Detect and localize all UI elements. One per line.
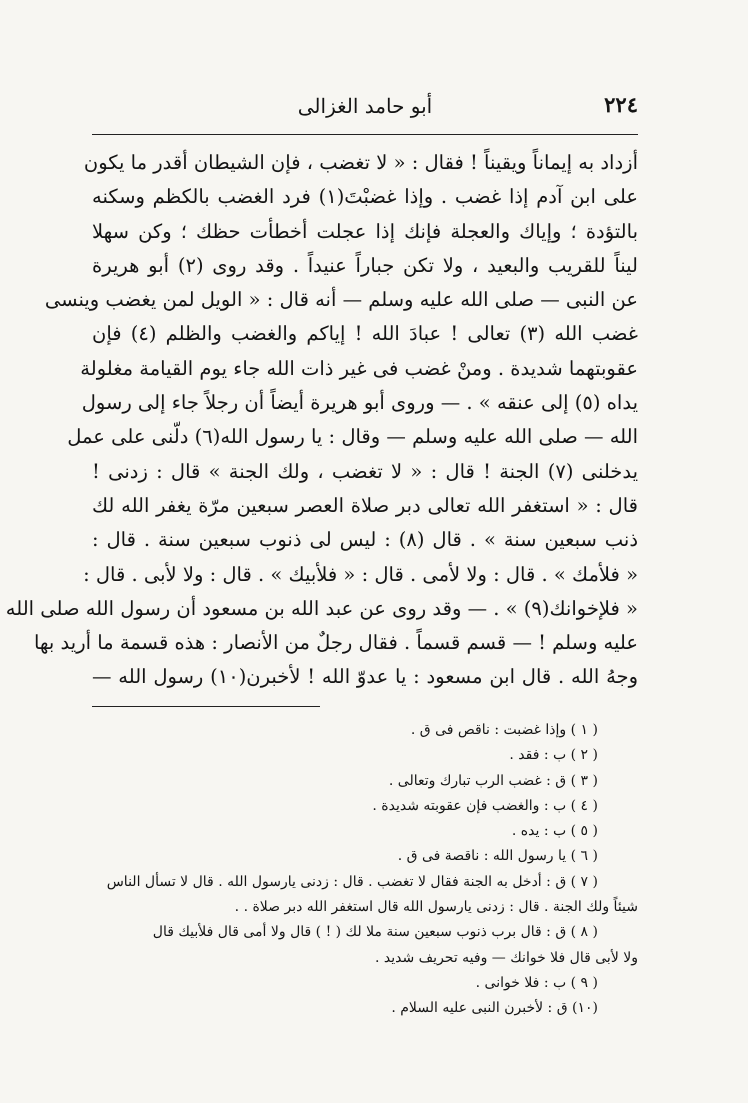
- main-text: [5, 146, 639, 695]
- text-line: ليناً للقريب والبعيد ، ولا تكن جباراً عنيداً . وقد روى (٢) أبو هريرة: [92, 253, 638, 277]
- header-rule: [92, 134, 638, 135]
- footnote: ( ٥ ) ب : يده .: [511, 823, 598, 840]
- text-line: ذنب سبعين سنة » . قال (٨) : ليس لى ذنوب سبعين سنة . قال :: [92, 528, 639, 552]
- text-line: قال : « استغفر الله تعالى دبر صلاة العصر سبعين مرّة يغفر الله لك: [92, 493, 638, 517]
- book-page: [5, 86, 639, 1017]
- text-line: وجهُ الله . قال ابن مسعود : يا عدوّ الله ! لأخبرن(١٠) رسول الله —: [92, 665, 638, 689]
- text-line: غضب الله (٣) تعالى ! عبادَ الله ! إياكم والغضب والظلم (٤) فإن: [92, 322, 639, 346]
- footnote: (١٠) ق : لأخبرن النبى عليه السلام .: [391, 1000, 598, 1017]
- footnote-continuation: شيئاً ولك الجنة . قال : زدنى يارسول الله قال استغفر الله دبر صلاة . .: [234, 899, 638, 916]
- footnote-separator: [92, 706, 320, 707]
- text-line: أزداد به إيماناً ويقيناً ! فقال : « لا تغضب ، فإن الشيطان أقدر ما يكون: [83, 151, 638, 174]
- footnote: ( ٨ ) ق : قال برب ذنوب سبعين سنة ملا لك ( ! ) قال ولا أمى قال فلأبيك قال: [152, 924, 598, 941]
- text-line: يدخلنى (٧) الجنة ! قال : « لا تغضب ، ولك الجنة » قال : زدنى !: [92, 459, 638, 483]
- footnote: ( ١ ) وإذا غضبت : ناقص فى ق .: [410, 722, 598, 738]
- footnote: ( ٦ ) يا رسول الله : ناقصة فى ق .: [397, 848, 598, 865]
- text-line: عليه وسلم ! — قسم قسماً . فقال رجلٌ من الأنصار : هذه قسمة ما أريد بها: [33, 631, 638, 655]
- footnote: ( ٤ ) ب : والغضب فإن عقوبته شديدة .: [372, 797, 598, 814]
- text-line: عقوبتهما شديدة . ومنْ غضب فى غير ذات الله جاء يوم القيامة مغلولة: [80, 356, 638, 380]
- footnote-continuation: ولا لأبى قال فلا خوانك — وفيه تحريف شديد .: [375, 949, 638, 966]
- footnote: ( ٧ ) ق : أدخل به الجنة فقال لا تغضب . قال : زدنى يارسول الله . قال لا تسأل الناس: [106, 873, 598, 890]
- text-line: عن النبى — صلى الله عليه وسلم — أنه قال : « الويل لمن يغضب وينسى: [44, 288, 638, 312]
- footnote: ( ٣ ) ق : غضب الرب تبارك وتعالى .: [388, 772, 598, 789]
- running-title: أبو حامد الغزالى: [297, 94, 433, 118]
- text-line: « فلإخوانك(٩) » . — وقد روى عن عبد الله بن مسعود أن رسول الله صلى الله: [5, 596, 638, 620]
- text-line: الله — صلى الله عليه وسلم — وقال : يا رسول الله(٦) دلّنى على عمل: [67, 425, 638, 449]
- text-line: بالتؤدة ؛ وإياك والعجلة فإنك إذا عجلت أخطأت حظك ؛ وكن سهلا: [92, 219, 638, 243]
- text-line: « فلأمك » . قال : ولا لأمى . قال : « فلأبيك » . قال : ولا لأبى . قال :: [83, 562, 638, 586]
- text-line: يداه (٥) إلى عنقه » . — وروى أبو هريرة أيضاً أن رجلاً جاء إلى رسول: [81, 391, 638, 415]
- page-header: [92, 86, 638, 126]
- text-line: على ابن آدم إذا غضب . وإذا غضبْتَ(١) فرد الغضب بالكظم وسكنه: [92, 185, 638, 209]
- footnote: ( ٢ ) ب : فقد .: [509, 747, 598, 764]
- footnote: ( ٩ ) ب : فلا خوانى .: [475, 974, 598, 991]
- footnotes: [92, 718, 638, 1022]
- page-number: ٢٢٤: [604, 92, 638, 117]
